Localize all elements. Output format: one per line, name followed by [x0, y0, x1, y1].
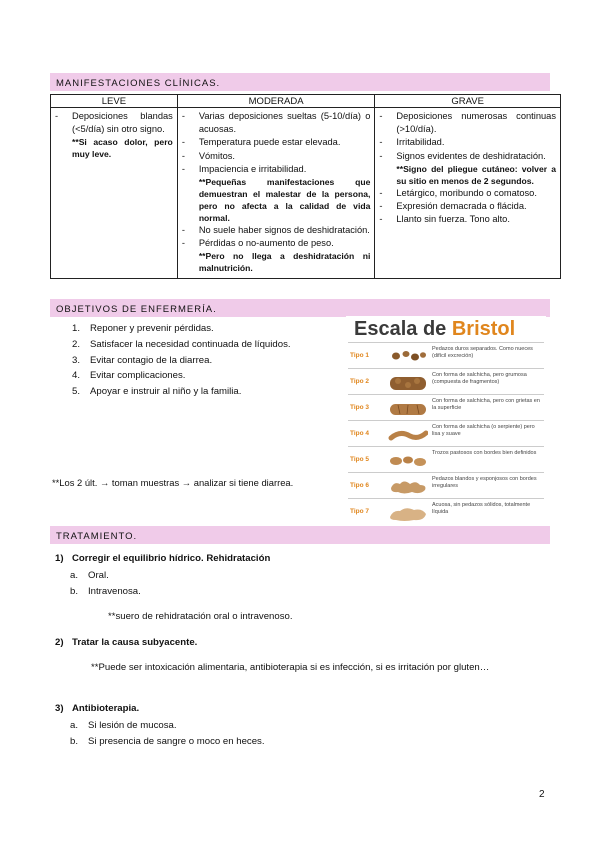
- bristol-row-2: Tipo 2 Con forma de salchicha, pero grumosa (compuesta de fragmentos): [348, 368, 544, 394]
- cell-leve: [51, 108, 178, 279]
- section-title-tratamiento: TRATAMIENTO.: [50, 526, 550, 544]
- bristol-scale-figure: [346, 316, 546, 522]
- table-header-row: [51, 95, 561, 108]
- bristol-row-1: Tipo 1 Pedazos duros separados. Como nueces (difícil excreción): [348, 342, 544, 368]
- list-item: - Deposiciones blandas (<5/día) sin otro signo.: [55, 111, 173, 135]
- list-item: - Temperatura puede estar elevada.: [181, 137, 341, 148]
- cell-moderada: [177, 108, 375, 279]
- objetivos-note: **Los 2 últ. → toman muestras → analizar si tiene diarrea.: [52, 477, 294, 488]
- sublist-item: Si presencia de sangre o moco en heces.: [88, 736, 265, 747]
- list-item: - No suele haber signos de deshidratación.: [181, 225, 370, 236]
- list-item: 5. Apoyar e instruir al niño y la familia.: [72, 386, 242, 398]
- sublist-label: b.: [70, 736, 79, 747]
- bristol-title: Escala de Bristol: [354, 318, 516, 340]
- stool-type-2-icon: [388, 372, 428, 394]
- list-item: 1. Reponer y prevenir pérdidas.: [72, 323, 214, 334]
- table-row: [51, 108, 561, 279]
- list-item: 4. Evitar complicaciones.: [72, 370, 186, 382]
- sublist-label: a.: [70, 720, 79, 731]
- list-item: 2. Satisfacer la necesidad continuada de líquidos.: [72, 338, 291, 350]
- bristol-row-3: Tipo 3 Con forma de salchicha, pero con grietas en la superficie: [348, 394, 544, 420]
- bristol-row-4: Tipo 4 Con forma de salchicha (o serpiente) pero lisa y suave: [348, 420, 544, 446]
- sublist-label: a.: [70, 570, 79, 581]
- list-item: - Pérdidas o no-aumento de peso.: [181, 238, 334, 249]
- header-moderada: MODERADA: [177, 95, 375, 108]
- tratamiento-note-1: **suero de rehidratación oral o intravenoso.: [108, 611, 293, 622]
- tratamiento-item-1-number: 1): [55, 553, 64, 564]
- bristol-row-7: Tipo 7 Acuosa, sin pedazos sólidos, totalmente líquida: [348, 498, 544, 524]
- stool-type-5-icon: [388, 450, 428, 472]
- note: **Si acaso dolor, pero muy leve.: [72, 137, 173, 160]
- stool-type-1-icon: [388, 346, 428, 366]
- list-item: - Signos evidentes de deshidratación.: [379, 150, 546, 161]
- bristol-row-6: Tipo 6 Pedazos blandos y esponjosos con bordes irregulares: [348, 472, 544, 498]
- note: **Signo del pliegue cutáneo: volver a su sitio en menos de 2 segundos.: [396, 163, 556, 186]
- tratamiento-item-2-title: Tratar la causa subyacente.: [72, 637, 198, 648]
- list-item: - Irritabilidad.: [379, 137, 445, 148]
- header-leve: LEVE: [51, 95, 178, 108]
- tratamiento-note-2: **Puede ser intoxicación alimentaria, antibioterapia si es infección, si es irritación por gluten…: [91, 662, 490, 673]
- list-item: - Llanto sin fuerza. Tono alto.: [379, 214, 510, 225]
- objetivos-list: [72, 323, 342, 402]
- tratamiento-item-3-title: Antibioterapia.: [72, 703, 140, 714]
- section-title-manifestaciones: MANIFESTACIONES CLÍNICAS.: [50, 73, 550, 91]
- stool-type-4-icon: [388, 424, 428, 446]
- list-item: - Letárgico, moribundo o comatoso.: [379, 187, 537, 198]
- tratamiento-item-1-title: Corregir el equilibrio hídrico. Rehidratación: [72, 553, 271, 564]
- tratamiento-item-2-number: 2): [55, 637, 64, 648]
- list-item: - Deposiciones numerosas continuas (>10/día).: [379, 111, 556, 135]
- manifestaciones-table: [50, 94, 561, 279]
- note: **Pero no llega a deshidratación ni malnutrición.: [198, 251, 371, 274]
- list-item: - Expresión demacrada o flácida.: [379, 201, 527, 212]
- list-item: - Impaciencia e irritabilidad.: [181, 163, 307, 174]
- header-grave: GRAVE: [375, 95, 561, 108]
- stool-type-7-icon: [388, 502, 428, 524]
- stool-type-3-icon: [388, 398, 428, 420]
- list-item: 3. Evitar contagio de la diarrea.: [72, 354, 213, 366]
- tratamiento-item-3-number: 3): [55, 703, 64, 714]
- cell-grave: [375, 108, 561, 279]
- sublist-label: b.: [70, 586, 79, 597]
- sublist-item: Intravenosa.: [88, 586, 141, 597]
- section-title-objetivos: OBJETIVOS DE ENFERMERÍA.: [50, 299, 550, 317]
- sublist-item: Si lesión de mucosa.: [88, 720, 177, 731]
- note: **Pequeñas manifestaciones que demuestran el malestar de la persona, pero no afecta a la calidad de vida normal.: [198, 177, 371, 224]
- stool-type-6-icon: [388, 476, 428, 498]
- list-item: - Vómitos.: [181, 150, 235, 161]
- list-item: - Varias deposiciones sueltas (5-10/día) o acuosas.: [181, 111, 371, 135]
- sublist-item: Oral.: [88, 570, 109, 581]
- bristol-row-5: Tipo 5 Trozos pastosos con bordes bien definidos: [348, 446, 544, 472]
- page-number: 2: [539, 789, 545, 800]
